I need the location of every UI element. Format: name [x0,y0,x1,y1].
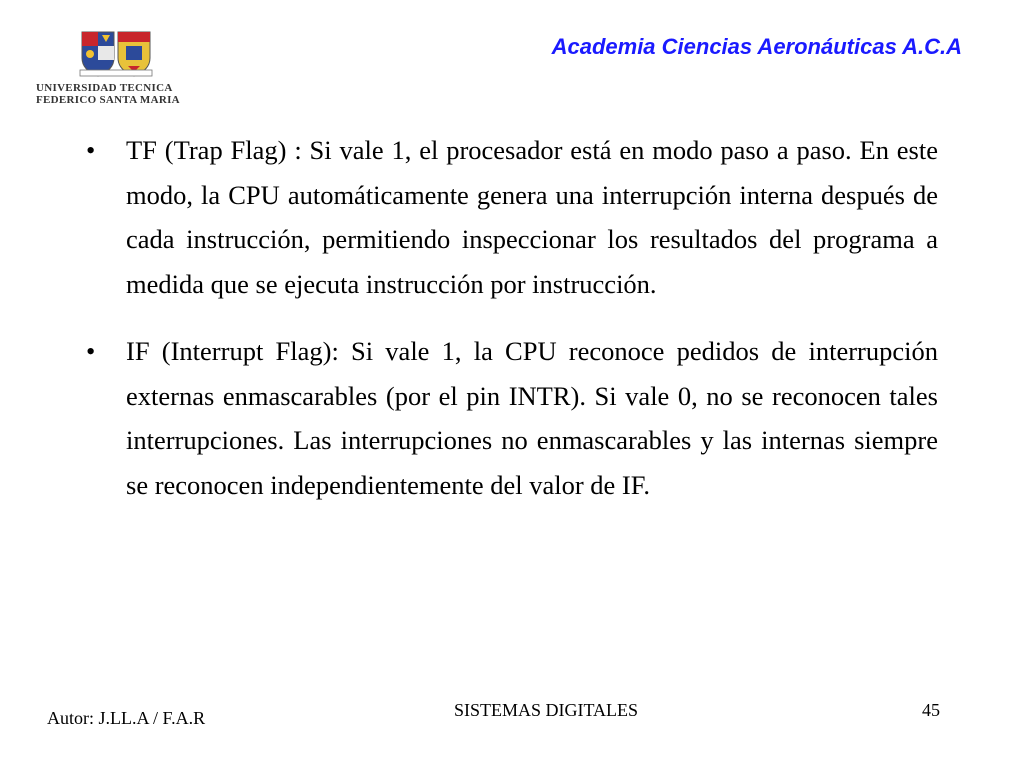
bullet-icon: • [86,135,96,165]
university-logo [36,30,196,110]
bullet-item-if [86,329,938,507]
header-title: Academia Ciencias Aeronáuticas A.C.A [551,34,962,59]
bullet-text: TF (Trap Flag) : Si vale 1, el procesador está en modo paso a paso. En este modo, la CPU automáticamente genera una interrupción interna después de cada instrucción, permitiendo inspeccionar los resultados del programa a medida que se ejecuta instrucción por instrucción. [126,135,938,299]
page-number: 45 [922,700,940,720]
footer-course: SISTEMAS DIGITALES [454,700,639,720]
logo-line-2: FEDERICO SANTA MARIA [36,94,180,106]
logo-line-1: UNIVERSIDAD TECNICA [36,82,173,94]
bullet-icon: • [86,336,96,366]
bullet-list [86,128,938,530]
university-crest-icon [78,30,154,78]
bullet-item-tf [86,128,938,306]
footer-author: Autor: J.LL.A / F.A.R [47,708,206,728]
bullet-text: IF (Interrupt Flag): Si vale 1, la CPU reconoce pedidos de interrupción externas enmascarables (por el pin INTR). Si vale 0, no se reconocen tales interrupciones. Las interrupciones no enmascarables y las internas siempre se reconocen independientemente del valor de IF. [126,336,938,500]
